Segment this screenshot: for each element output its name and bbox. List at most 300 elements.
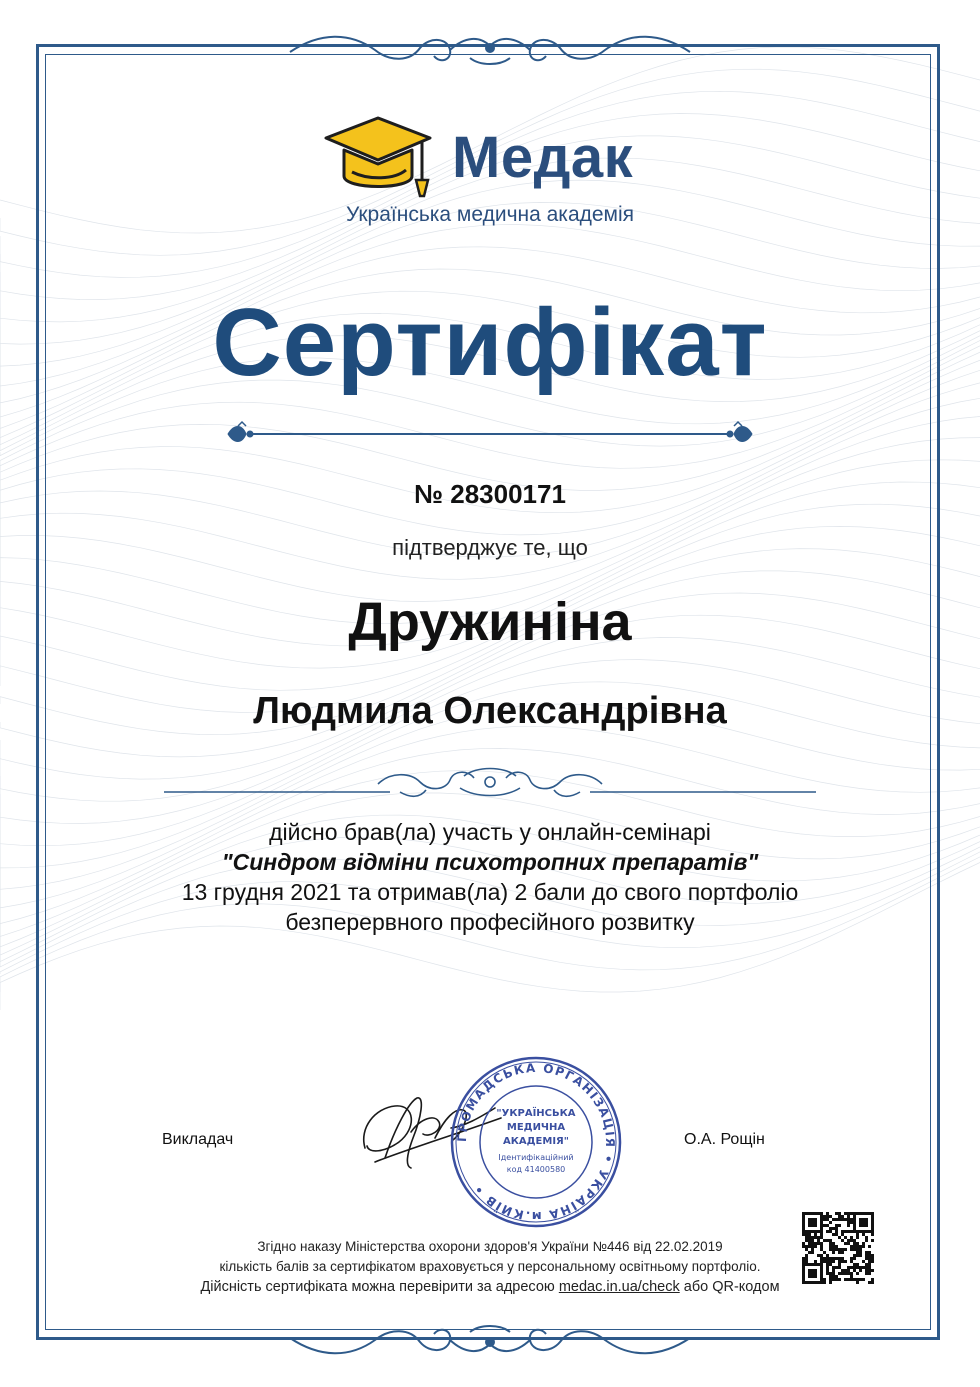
qr-module: [847, 1269, 850, 1272]
qr-module: [802, 1245, 805, 1248]
qr-module: [868, 1263, 871, 1266]
qr-module: [841, 1272, 844, 1275]
qr-module: [859, 1224, 862, 1227]
qr-module: [850, 1239, 853, 1242]
qr-module: [805, 1257, 808, 1260]
footer-check-suffix: або QR-кодом: [683, 1279, 780, 1295]
qr-module: [808, 1242, 811, 1245]
qr-module: [844, 1236, 847, 1239]
qr-module: [802, 1230, 805, 1233]
qr-module: [826, 1224, 829, 1227]
qr-module: [865, 1257, 868, 1260]
qr-module: [853, 1218, 856, 1221]
qr-module: [814, 1212, 817, 1215]
qr-module: [841, 1248, 844, 1251]
qr-module: [844, 1248, 847, 1251]
teacher-label: Викладач: [162, 1131, 234, 1148]
qr-module: [808, 1269, 811, 1272]
qr-module: [820, 1218, 823, 1221]
qr-module: [853, 1245, 856, 1248]
qr-module: [808, 1236, 811, 1239]
qr-module: [829, 1272, 832, 1275]
qr-module: [814, 1242, 817, 1245]
qr-module: [814, 1263, 817, 1266]
qr-module: [808, 1251, 811, 1254]
qr-module: [820, 1263, 823, 1266]
qr-module: [811, 1251, 814, 1254]
qr-module: [811, 1248, 814, 1251]
qr-module: [811, 1218, 814, 1221]
qr-module: [838, 1257, 841, 1260]
qr-module: [850, 1260, 853, 1263]
qr-module: [865, 1212, 868, 1215]
qr-module: [820, 1266, 823, 1269]
footer-line-3: [80, 1277, 900, 1297]
recipient-surname: Дружиніна: [348, 592, 632, 652]
qr-module: [838, 1215, 841, 1218]
qr-module: [829, 1221, 832, 1224]
qr-module: [871, 1218, 874, 1221]
qr-module: [829, 1215, 832, 1218]
qr-module: [814, 1236, 817, 1239]
qr-module: [823, 1239, 826, 1242]
qr-module: [856, 1281, 859, 1284]
qr-module: [817, 1230, 820, 1233]
qr-module: [859, 1212, 862, 1215]
qr-module: [826, 1212, 829, 1215]
qr-module: [847, 1224, 850, 1227]
qr-module: [802, 1272, 805, 1275]
qr-module: [802, 1233, 805, 1236]
qr-module: [841, 1233, 844, 1236]
qr-module: [829, 1275, 832, 1278]
qr-module: [808, 1275, 811, 1278]
qr-module: [811, 1236, 814, 1239]
qr-module: [835, 1218, 838, 1221]
qr-module: [826, 1218, 829, 1221]
qr-module: [829, 1239, 832, 1242]
qr-module: [871, 1227, 874, 1230]
qr-module: [838, 1260, 841, 1263]
qr-module: [841, 1269, 844, 1272]
qr-module: [856, 1230, 859, 1233]
stamp-outer-text: ГРОМАДСЬКА ОРГАНІЗАЦІЯ • УКРАЇНА м.КИЇВ •: [454, 1060, 618, 1224]
qr-module: [832, 1266, 835, 1269]
qr-module: [865, 1272, 868, 1275]
qr-module: [802, 1281, 805, 1284]
qr-module: [829, 1242, 832, 1245]
qr-module: [820, 1233, 823, 1236]
qr-module: [838, 1251, 841, 1254]
qr-module: [808, 1230, 811, 1233]
qr-module: [862, 1245, 865, 1248]
qr-module: [832, 1251, 835, 1254]
qr-module: [814, 1224, 817, 1227]
qr-module: [850, 1236, 853, 1239]
qr-module: [865, 1266, 868, 1269]
qr-module: [853, 1248, 856, 1251]
qr-module: [868, 1212, 871, 1215]
qr-module: [835, 1266, 838, 1269]
qr-module: [832, 1278, 835, 1281]
qr-module: [826, 1269, 829, 1272]
stamp-inner-5: код 41400580: [506, 1165, 566, 1174]
qr-module: [838, 1236, 841, 1239]
qr-module: [826, 1239, 829, 1242]
certificate-number: № 28300171: [414, 479, 566, 509]
qr-module: [823, 1251, 826, 1254]
qr-module: [844, 1269, 847, 1272]
qr-module: [856, 1266, 859, 1269]
qr-module: [862, 1242, 865, 1245]
qr-module: [850, 1218, 853, 1221]
qr-module: [835, 1248, 838, 1251]
qr-module: [832, 1269, 835, 1272]
qr-module: [871, 1281, 874, 1284]
qr-module: [820, 1245, 823, 1248]
bottom-ornament: [280, 1318, 700, 1362]
qr-module: [805, 1212, 808, 1215]
qr-module: [847, 1212, 850, 1215]
qr-module: [841, 1260, 844, 1263]
qr-module: [838, 1272, 841, 1275]
qr-module: [808, 1212, 811, 1215]
title-divider: [224, 420, 756, 448]
qr-module: [868, 1266, 871, 1269]
qr-module: [811, 1269, 814, 1272]
qr-module: [814, 1233, 817, 1236]
qr-module: [844, 1212, 847, 1215]
qr-module: [838, 1266, 841, 1269]
qr-module: [856, 1242, 859, 1245]
qr-module: [820, 1230, 823, 1233]
qr-module: [859, 1230, 862, 1233]
qr-module: [853, 1278, 856, 1281]
qr-module: [820, 1269, 823, 1272]
stamp-inner-2: МЕДИЧНА: [506, 1122, 566, 1133]
qr-module: [823, 1278, 826, 1281]
qr-module: [868, 1269, 871, 1272]
qr-module: [820, 1281, 823, 1284]
brand-subtitle: Українська медична академія: [345, 203, 635, 226]
qr-module: [802, 1257, 805, 1260]
qr-module: [811, 1245, 814, 1248]
qr-module: [817, 1254, 820, 1257]
body-line-4: безперервного професійного розвитку: [285, 909, 695, 935]
qr-module: [805, 1230, 808, 1233]
qr-module: [865, 1224, 868, 1227]
qr-module: [802, 1218, 805, 1221]
qr-module: [814, 1275, 817, 1278]
footer-note: [80, 1237, 900, 1297]
qr-module: [820, 1278, 823, 1281]
qr-module: [814, 1260, 817, 1263]
qr-module: [808, 1263, 811, 1266]
qr-module: [862, 1218, 865, 1221]
qr-module: [847, 1266, 850, 1269]
qr-module: [841, 1218, 844, 1221]
qr-module: [823, 1281, 826, 1284]
qr-module: [871, 1278, 874, 1281]
qr-module: [835, 1224, 838, 1227]
qr-module: [835, 1257, 838, 1260]
qr-module: [856, 1272, 859, 1275]
qr-module: [808, 1245, 811, 1248]
qr-module: [802, 1266, 805, 1269]
qr-module: [871, 1230, 874, 1233]
qr-module: [832, 1218, 835, 1221]
qr-module: [811, 1212, 814, 1215]
qr-module: [865, 1221, 868, 1224]
qr-module: [859, 1251, 862, 1254]
qr-module: [850, 1257, 853, 1260]
qr-module: [820, 1215, 823, 1218]
qr-module: [850, 1248, 853, 1251]
qr-module: [805, 1245, 808, 1248]
qr-module: [811, 1221, 814, 1224]
qr-module: [859, 1266, 862, 1269]
qr-module: [820, 1242, 823, 1245]
qr-module: [814, 1272, 817, 1275]
qr-module: [811, 1281, 814, 1284]
qr-module: [805, 1236, 808, 1239]
qr-module: [871, 1254, 874, 1257]
qr-module: [841, 1239, 844, 1242]
qr-module: [817, 1281, 820, 1284]
qr-module: [835, 1212, 838, 1215]
qr-module: [853, 1215, 856, 1218]
qr-module: [847, 1272, 850, 1275]
qr-module: [859, 1278, 862, 1281]
qr-module: [808, 1233, 811, 1236]
qr-module: [823, 1215, 826, 1218]
qr-module: [841, 1215, 844, 1218]
qr-module: [802, 1263, 805, 1266]
footer-check-prefix: Дійсність сертифіката можна перевірити за адресою: [200, 1279, 555, 1295]
qr-module: [850, 1245, 853, 1248]
qr-module: [820, 1254, 823, 1257]
qr-module: [865, 1254, 868, 1257]
qr-module: [802, 1212, 805, 1215]
qr-module: [829, 1257, 832, 1260]
certificate-body: [0, 817, 980, 937]
stamp-inner-1: "УКРАЇНСЬКА: [496, 1108, 576, 1119]
qr-module: [820, 1257, 823, 1260]
qr-module: [829, 1278, 832, 1281]
stamp-inner-3: АКАДЕМІЯ": [503, 1136, 569, 1147]
qr-module: [853, 1254, 856, 1257]
qr-module: [868, 1281, 871, 1284]
qr-module: [862, 1212, 865, 1215]
qr-module: [844, 1242, 847, 1245]
qr-module: [859, 1269, 862, 1272]
qr-module: [811, 1263, 814, 1266]
qr-module: [847, 1278, 850, 1281]
qr-module: [829, 1227, 832, 1230]
qr-module: [835, 1275, 838, 1278]
qr-module: [868, 1254, 871, 1257]
qr-module: [853, 1269, 856, 1272]
qr-module: [805, 1263, 808, 1266]
qr-module: [805, 1248, 808, 1251]
qr-module: [808, 1239, 811, 1242]
qr-module: [829, 1245, 832, 1248]
qr-module: [862, 1266, 865, 1269]
qr-module: [829, 1281, 832, 1284]
qr-module: [853, 1221, 856, 1224]
qr-module: [868, 1230, 871, 1233]
qr-module: [850, 1212, 853, 1215]
qr-module: [856, 1245, 859, 1248]
qr-module: [826, 1266, 829, 1269]
qr-module: [865, 1218, 868, 1221]
qr-module: [832, 1227, 835, 1230]
qr-module: [841, 1257, 844, 1260]
qr-module: [826, 1254, 829, 1257]
qr-module: [820, 1221, 823, 1224]
qr-module: [865, 1269, 868, 1272]
qr-module: [853, 1266, 856, 1269]
qr-module: [805, 1239, 808, 1242]
verification-link[interactable]: medac.in.ua/check: [558, 1279, 680, 1295]
qr-module: [838, 1212, 841, 1215]
qr-module: [808, 1224, 811, 1227]
qr-module: [859, 1221, 862, 1224]
qr-module: [814, 1230, 817, 1233]
qr-module: [841, 1230, 844, 1233]
qr-module: [826, 1272, 829, 1275]
qr-module: [814, 1218, 817, 1221]
qr-module: [820, 1260, 823, 1263]
qr-module: [805, 1254, 808, 1257]
qr-module: [814, 1281, 817, 1284]
qr-module: [838, 1248, 841, 1251]
qr-module: [802, 1224, 805, 1227]
qr-code-icon[interactable]: [802, 1212, 874, 1284]
qr-module: [805, 1260, 808, 1263]
qr-module: [811, 1242, 814, 1245]
qr-module: [802, 1278, 805, 1281]
qr-module: [835, 1233, 838, 1236]
qr-module: [856, 1233, 859, 1236]
qr-module: [811, 1224, 814, 1227]
qr-module: [820, 1236, 823, 1239]
qr-module: [871, 1239, 874, 1242]
qr-module: [844, 1230, 847, 1233]
qr-module: [832, 1233, 835, 1236]
qr-module: [802, 1215, 805, 1218]
qr-module: [856, 1212, 859, 1215]
qr-module: [802, 1260, 805, 1263]
qr-module: [802, 1269, 805, 1272]
qr-module: [862, 1230, 865, 1233]
qr-module: [829, 1248, 832, 1251]
qr-module: [865, 1263, 868, 1266]
qr-module: [847, 1230, 850, 1233]
qr-module: [859, 1218, 862, 1221]
qr-module: [841, 1251, 844, 1254]
qr-module: [847, 1239, 850, 1242]
confirm-text: підтверджує те, що: [392, 535, 588, 560]
teacher-name: О.А. Рощін: [684, 1131, 765, 1148]
qr-module: [862, 1233, 865, 1236]
stamp-inner-4: Ідентифікаційний: [498, 1153, 574, 1162]
qr-module: [850, 1230, 853, 1233]
qr-module: [835, 1230, 838, 1233]
qr-module: [808, 1221, 811, 1224]
qr-module: [811, 1239, 814, 1242]
qr-module: [829, 1263, 832, 1266]
qr-module: [802, 1227, 805, 1230]
qr-module: [862, 1224, 865, 1227]
qr-module: [850, 1275, 853, 1278]
qr-module: [862, 1260, 865, 1263]
qr-module: [871, 1257, 874, 1260]
qr-module: [805, 1281, 808, 1284]
qr-module: [871, 1269, 874, 1272]
qr-module: [817, 1242, 820, 1245]
qr-module: [835, 1278, 838, 1281]
qr-module: [865, 1239, 868, 1242]
qr-module: [865, 1230, 868, 1233]
qr-module: [847, 1215, 850, 1218]
qr-module: [853, 1257, 856, 1260]
qr-module: [871, 1224, 874, 1227]
qr-module: [838, 1218, 841, 1221]
qr-module: [820, 1224, 823, 1227]
qr-module: [853, 1212, 856, 1215]
qr-module: [817, 1263, 820, 1266]
seminar-title: "Синдром відміни психотропних препаратів": [221, 849, 759, 875]
qr-module: [814, 1269, 817, 1272]
scroll-divider: [164, 762, 816, 802]
qr-module: [829, 1230, 832, 1233]
qr-module: [856, 1248, 859, 1251]
qr-module: [853, 1227, 856, 1230]
qr-module: [856, 1251, 859, 1254]
qr-module: [871, 1260, 874, 1263]
qr-module: [871, 1221, 874, 1224]
qr-module: [814, 1221, 817, 1224]
organization-stamp: [448, 1054, 624, 1230]
qr-module: [850, 1221, 853, 1224]
qr-module: [856, 1263, 859, 1266]
qr-module: [871, 1212, 874, 1215]
qr-module: [823, 1257, 826, 1260]
body-line-3: 13 грудня 2021 та отримав(ла) 2 бали до свого портфоліо: [181, 879, 799, 905]
qr-module: [844, 1278, 847, 1281]
qr-module: [865, 1251, 868, 1254]
qr-module: [826, 1230, 829, 1233]
qr-module: [802, 1242, 805, 1245]
qr-module: [847, 1221, 850, 1224]
qr-module: [826, 1263, 829, 1266]
qr-module: [820, 1227, 823, 1230]
qr-module: [859, 1254, 862, 1257]
graduation-cap-icon: [318, 110, 436, 200]
qr-module: [868, 1251, 871, 1254]
qr-module: [823, 1260, 826, 1263]
qr-module: [832, 1272, 835, 1275]
qr-module: [817, 1239, 820, 1242]
qr-module: [859, 1245, 862, 1248]
qr-module: [832, 1248, 835, 1251]
qr-module: [868, 1260, 871, 1263]
qr-module: [865, 1236, 868, 1239]
qr-module: [820, 1272, 823, 1275]
qr-module: [802, 1221, 805, 1224]
qr-module: [811, 1272, 814, 1275]
